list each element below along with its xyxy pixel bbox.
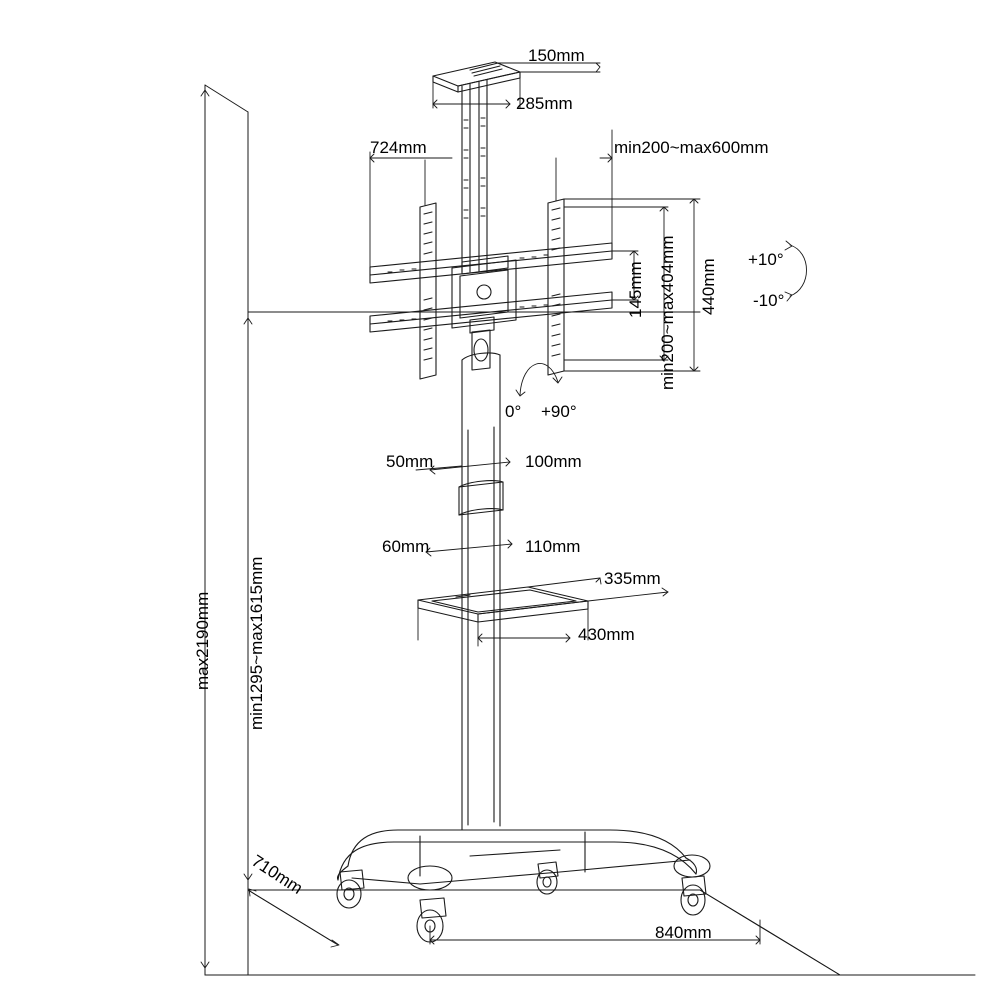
label-tilt-down: -10° [753, 291, 785, 310]
label-column-depth: 50mm [386, 452, 434, 471]
label-vesa-height-range: min200~max404mm [658, 235, 677, 390]
label-vesa-width-range: min200~max600mm [614, 138, 769, 157]
label-height-range: min1295~max1615mm [247, 556, 266, 730]
upper-mast [462, 80, 487, 272]
caster-mid [537, 862, 558, 894]
dim-vesa-height [564, 207, 668, 360]
label-max-height: max2190mm [193, 591, 212, 690]
label-top-tray-depth: 150mm [528, 46, 585, 65]
dim-vesa-width [425, 154, 612, 205]
mount-lower-rail [370, 292, 612, 332]
dim-285mm [433, 78, 520, 108]
caster-left [337, 870, 364, 908]
label-shelf-width: 430mm [578, 625, 635, 644]
tilt-knuckle [472, 330, 490, 370]
floor-plane [248, 786, 872, 975]
top-tray [433, 62, 520, 92]
mount-center-plate [452, 256, 516, 333]
label-base-width: 840mm [655, 923, 712, 942]
base-frame [337, 830, 710, 890]
label-shelf-depth: 335mm [604, 569, 661, 588]
tilt-arc [785, 241, 807, 301]
column-collar-upper [459, 481, 503, 515]
label-rotate-zero: 0° [505, 402, 522, 421]
label-column-width: 100mm [525, 452, 582, 471]
label-lower-column-depth: 60mm [382, 537, 430, 556]
dim-710mm [248, 889, 339, 947]
mount-left-post [420, 203, 436, 379]
caster-front [417, 898, 446, 942]
shelf [418, 587, 588, 622]
label-rail-spacing: 145mm [626, 261, 645, 318]
label-top-tray-width: 285mm [516, 94, 573, 113]
caster-right [681, 876, 706, 915]
label-bracket-height: 440mm [699, 258, 718, 315]
mount-right-post [548, 199, 564, 375]
label-rotate-ninety: +90° [541, 402, 577, 421]
rotation-arc [516, 363, 562, 396]
label-tilt-up: +10° [748, 250, 784, 269]
dim-lower-column [426, 540, 512, 557]
label-bracket-width: 724mm [370, 138, 427, 157]
label-base-depth: 710mm [248, 851, 307, 898]
dim-max-height [201, 90, 209, 968]
label-lower-column-width: 110mm [525, 537, 581, 556]
